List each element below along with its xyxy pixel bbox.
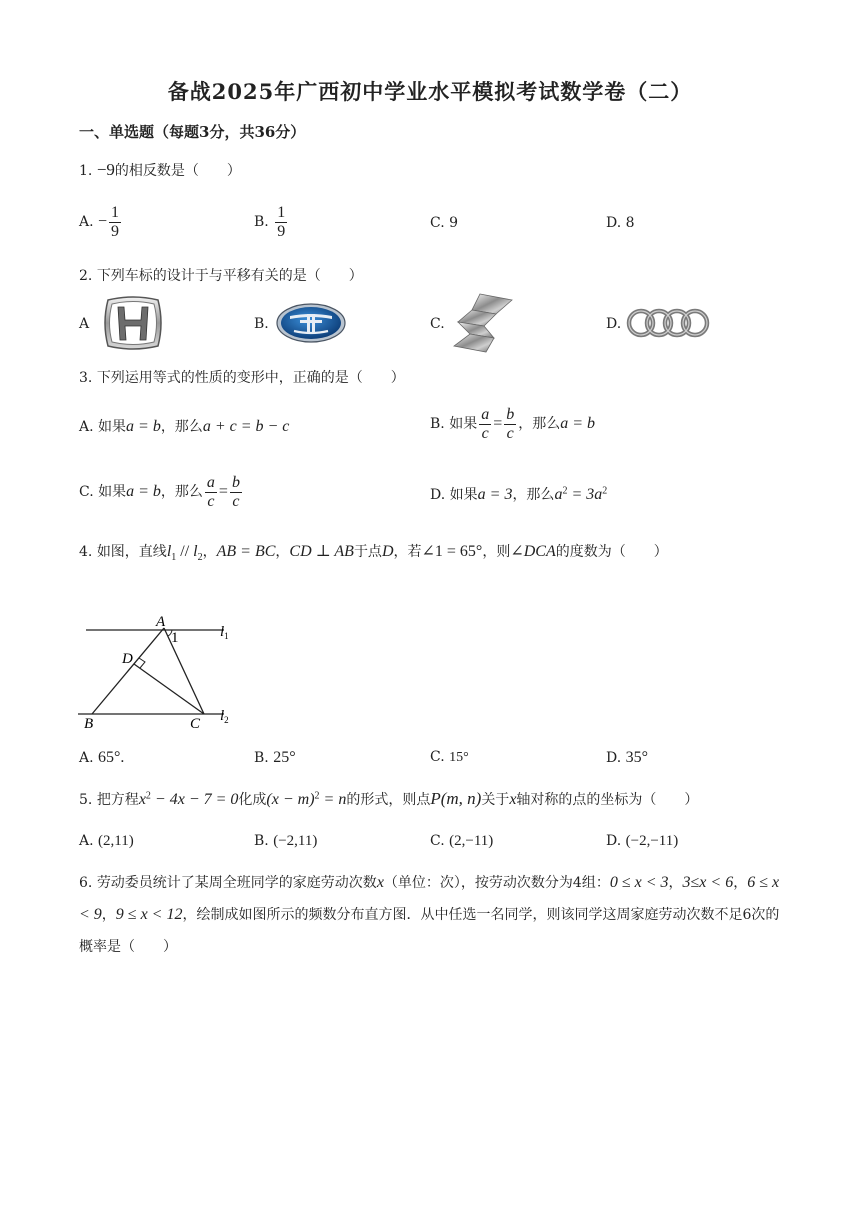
option-label: A.	[79, 833, 94, 849]
question-text: ，若	[393, 544, 422, 560]
question-text: 如图，直线	[96, 544, 167, 560]
minus-sign: −	[98, 213, 108, 231]
option-label: C.	[430, 749, 445, 765]
question-5	[79, 789, 698, 809]
option-c[interactable]	[430, 749, 469, 766]
math-expr: a = b	[560, 415, 596, 433]
equals-sign: =	[218, 483, 228, 501]
math-expr: − 4x − 7 = 0	[150, 791, 239, 808]
option-label: C.	[430, 833, 445, 849]
option-text: 如果	[98, 419, 127, 435]
fraction	[479, 406, 491, 442]
option-value: 8	[625, 215, 635, 231]
point-c-label: C	[190, 716, 201, 732]
math-expr: x	[509, 791, 517, 808]
option-a[interactable]	[79, 204, 123, 240]
question-text: 下列运用等式的性质的变形中，正确的是（ ）	[96, 370, 405, 386]
option-value: 65°.	[98, 749, 125, 766]
right-angle-mark	[139, 658, 145, 668]
option-value: 15°	[449, 750, 469, 765]
option-label: B.	[254, 214, 269, 231]
denominator: c	[481, 424, 489, 442]
option-b[interactable]	[254, 749, 296, 767]
option-d[interactable]	[430, 484, 607, 504]
option-label: A.	[79, 750, 94, 766]
option-d-label[interactable]: D.	[606, 316, 622, 332]
segment-ac	[164, 628, 204, 714]
question-text: ，绘制成如图所示的频数分布直方图．从中任选一名同学，则该同学这周家庭劳动次数不足6次的概率是（ ）	[79, 907, 780, 955]
fraction	[504, 406, 516, 442]
fraction	[205, 474, 217, 510]
math-expr: a = 3	[477, 486, 513, 503]
question-text: 轴对称的点的坐标为（ ）	[516, 792, 699, 808]
option-text: ，那么	[518, 416, 561, 433]
option-label: C.	[430, 215, 445, 231]
math-expr: 3≤x < 6	[682, 874, 734, 891]
question-text: ，	[202, 544, 217, 560]
math-expr: a = b	[126, 418, 161, 435]
numerator: 1	[111, 204, 120, 221]
question-text: （单位：次），按劳动次数分为4组：	[383, 875, 610, 891]
suzuki-logo-icon	[450, 292, 516, 354]
math-expr: ∠DCA	[510, 543, 556, 560]
option-label: A.	[79, 419, 94, 435]
option-label: D.	[606, 833, 622, 849]
math-expr: l	[166, 543, 172, 560]
question-text: ，	[733, 875, 748, 891]
math-expr: −9	[96, 160, 115, 179]
geometry-figure	[76, 608, 236, 734]
question-text: 的形式，则点	[346, 792, 431, 808]
option-label: B.	[254, 833, 269, 849]
question-text: ，	[101, 907, 116, 923]
audi-logo-icon	[626, 307, 710, 339]
math-expr: 9 ≤ x < 12	[115, 906, 183, 923]
exponent: 2	[602, 485, 608, 497]
math-expr: 6 ≤ x < 9	[79, 874, 780, 923]
option-label: D.	[606, 750, 622, 766]
fraction	[230, 474, 242, 510]
option-text: 如果	[98, 484, 127, 501]
option-text: ，那么	[160, 484, 203, 501]
option-b[interactable]	[254, 204, 289, 240]
exponent: 2	[314, 790, 320, 802]
option-d[interactable]	[606, 749, 648, 767]
option-d[interactable]	[606, 215, 635, 231]
option-c[interactable]	[430, 215, 458, 231]
question-number: 3.	[79, 370, 93, 386]
question-text: 化成	[238, 792, 267, 808]
question-text: 劳动委员统计了某周全班同学的家庭劳动次数	[96, 875, 377, 891]
math-expr: l	[193, 543, 198, 560]
question-number: 4.	[79, 544, 93, 560]
fraction	[109, 204, 121, 240]
numerator: a	[206, 474, 215, 491]
question-text: 于点	[353, 544, 382, 560]
question-text: 把方程	[96, 792, 139, 808]
fraction	[275, 204, 287, 240]
math-expr: a = b	[126, 483, 161, 501]
option-value: 9	[449, 215, 459, 231]
question-text: 的相反数是（ ）	[114, 163, 241, 179]
option-value: (−2,−11)	[625, 833, 679, 849]
option-label: C.	[79, 484, 94, 501]
option-value: 35°	[625, 749, 649, 766]
option-c[interactable]	[430, 833, 493, 850]
denominator: c	[207, 492, 215, 510]
option-b[interactable]	[430, 406, 595, 442]
angle-1-label: 1	[171, 630, 179, 646]
subscript: 2	[197, 551, 203, 563]
numerator: b	[231, 474, 240, 491]
option-label: D.	[430, 487, 446, 503]
question-6	[79, 867, 789, 963]
question-4	[79, 541, 668, 563]
section-heading: 一、单选题（每题3分，共36分）	[79, 123, 306, 141]
question-text: ，	[275, 544, 290, 560]
option-text: 如果	[449, 487, 478, 503]
point-a-label: A	[156, 614, 166, 630]
page-title: 备战2025年广西初中学业水平模拟考试数学卷（二）	[167, 79, 693, 104]
question-number: 6.	[79, 875, 93, 891]
segment-ab	[92, 628, 164, 714]
option-value: 25°	[273, 749, 296, 766]
question-number: 5.	[79, 792, 93, 808]
math-expr: AB = BC	[216, 543, 276, 560]
option-b[interactable]	[254, 833, 317, 850]
point-d-label: D	[122, 651, 133, 667]
question-text: ，则	[482, 544, 511, 560]
question-text: ，	[668, 875, 683, 891]
math-expr: a	[554, 486, 563, 503]
question-text: 的度数为（ ）	[555, 544, 668, 560]
option-d[interactable]	[606, 833, 678, 850]
exponent: 2	[145, 790, 151, 802]
math-expr: = n	[319, 791, 347, 808]
math-expr: P(m, n)	[430, 789, 482, 808]
question-text: 下列车标的设计于与平移有关的是（ ）	[96, 268, 363, 284]
math-expr: = 3a	[567, 486, 603, 503]
option-c-label[interactable]: C.	[430, 316, 445, 332]
option-a[interactable]	[79, 749, 124, 767]
question-3	[79, 367, 405, 387]
question-text: 关于	[481, 792, 510, 808]
denominator: c	[232, 492, 240, 510]
subscript: 1	[171, 551, 177, 563]
option-label: D.	[606, 215, 622, 231]
denominator: c	[506, 424, 514, 442]
question-2	[79, 265, 363, 285]
honda-logo-icon	[102, 296, 164, 350]
math-expr: CD ⊥ AB	[289, 543, 354, 560]
question-number: 1.	[79, 163, 93, 179]
option-label: A.	[79, 214, 94, 231]
math-expr: ∠1 = 65°	[421, 543, 483, 560]
line-l2-label: $l_2$	[220, 708, 229, 725]
option-value: (−2,11)	[273, 833, 318, 849]
option-text: ，那么	[160, 419, 203, 435]
option-a[interactable]	[79, 416, 289, 436]
denominator: 9	[111, 222, 120, 240]
option-text: ，那么	[512, 487, 555, 503]
equals-sign: =	[493, 415, 503, 433]
numerator: b	[506, 406, 515, 423]
numerator: a	[481, 406, 490, 423]
denominator: 9	[277, 222, 286, 240]
option-text: 如果	[449, 416, 478, 433]
option-label: B.	[430, 416, 445, 433]
math-expr: D	[381, 543, 394, 560]
point-b-label: B	[84, 716, 94, 732]
option-a-label[interactable]: A	[79, 316, 90, 332]
question-number: 2.	[79, 268, 93, 284]
option-b-label[interactable]: B.	[254, 316, 269, 332]
option-value: (2,−11)	[449, 833, 494, 849]
exponent: 2	[562, 485, 568, 497]
parallel-sign: //	[176, 543, 194, 560]
math-expr: x	[376, 874, 384, 891]
question-1	[79, 160, 241, 180]
line-l1-label: $l_1$	[220, 624, 229, 641]
option-c[interactable]	[79, 474, 244, 510]
option-value: (2,11)	[98, 833, 134, 849]
option-a[interactable]	[79, 833, 134, 850]
math-expr: a + c = b − c	[202, 418, 290, 435]
math-expr: x	[138, 791, 146, 808]
faw-logo-icon	[276, 303, 346, 343]
math-expr: 0 ≤ x < 3	[609, 874, 669, 891]
numerator: 1	[277, 204, 286, 221]
math-expr: (x − m)	[266, 791, 315, 808]
segment-cd	[134, 664, 204, 714]
option-label: B.	[254, 750, 269, 766]
